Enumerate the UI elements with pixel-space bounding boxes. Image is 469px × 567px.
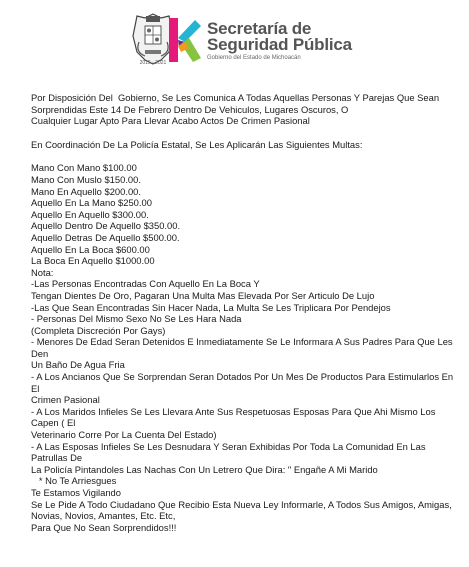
- note-line: Se Le Pide A Todo Ciudadano Que Recibio Esta Nueva Ley Informarle, A Todos Sus Amigos, Amigas,: [31, 498, 452, 510]
- note-line: Te Estamos Vigilando: [31, 487, 121, 498]
- coordination-line: En Coordinación De La Policía Estatal, Se Les Aplicarán Las Siguientes Multas:: [31, 138, 363, 150]
- fine-item: Aquello Dentro De Aquello $350.00.: [31, 220, 181, 232]
- seal-years: 2015 - 2021: [139, 60, 167, 66]
- note-line: Tengan Dientes De Oro, Pagaran Una Multa Mas Elevada Por Ser Articulo De Lujo: [31, 289, 375, 301]
- note-line: - A Las Esposas Infieles Se Les Desnudara Y Seran Exhibidas Por Toda La Comunidad En Las Patrullas De: [31, 440, 429, 464]
- k-logo-icon: [167, 16, 201, 66]
- note-line: Veterinario Corre Por La Cuenta Del Estado): [31, 429, 217, 441]
- fine-item: Aquello En La Mano $250.00: [31, 197, 152, 209]
- agency-title-line2: Seguridad Pública: [207, 35, 352, 54]
- agency-title-line1: Secretaría de: [207, 19, 312, 38]
- fine-item: Mano Con Muslo $150.00.: [31, 173, 141, 185]
- note-label: Nota:: [31, 266, 54, 278]
- fine-item: La Boca En Aquello $1000.00: [31, 255, 155, 267]
- fine-item: Aquello En La Boca $600.00: [31, 243, 150, 255]
- header: [0, 0, 469, 82]
- intro-line: Cualquier Lugar Apto Para Llevar Acabo Actos De Crimen Pasional: [31, 115, 310, 127]
- note-line: - Personas Del Mismo Sexo No Se Les Hara Nada: [31, 313, 242, 325]
- notice-body: [31, 92, 461, 533]
- note-line: * No Te Arriesgues: [31, 475, 117, 487]
- note-line: Novias, Novios, Amantes, Etc. Etc,: [31, 510, 176, 522]
- fine-item: Mano Con Mano $100.00: [31, 162, 137, 174]
- note-line: (Completa Discreción Por Gays): [31, 324, 166, 336]
- fine-item: Aquello En Aquello $300.00.: [31, 208, 149, 220]
- note-line: - A Los Ancianos Que Se Sorprendan Seran Dotados Por Un Mes De Productos Para Estimularlos En El: [31, 371, 456, 394]
- intro-line: Sorprendidas Este 14 De Febrero Dentro De Vehiculos, Lugares Oscuros, O: [31, 103, 349, 115]
- fine-item: Mano En Aquello $200.00.: [31, 185, 141, 197]
- note-line: - A Los Maridos Infieles Se Les Llevara Ante Sus Respetuosas Esposas Para Que Ahi Mismo Los Capen ( El: [31, 405, 438, 429]
- fine-item: Aquello Detras De Aquello $500.00.: [31, 231, 180, 243]
- note-line: -Las Personas Encontradas Con Aquello En La Boca Y: [31, 278, 260, 290]
- agency-subtitle: Gobierno del Estado de Michoacán: [207, 55, 301, 61]
- note-line: Crimen Pasional: [31, 394, 100, 406]
- note-line: Para Que No Sean Sorprendidos!!!: [31, 521, 177, 533]
- intro-line: Por Disposición Del Gobierno, Se Les Comunica A Todas Aquellas Personas Y Parejas Que Sean: [31, 92, 440, 103]
- note-line: -Las Que Sean Encontradas Sin Hacer Nada, La Multa Se Les Triplicara Por Pendejos: [31, 301, 391, 313]
- note-line: La Policía Pintandoles Las Nachas Con Un Letrero Que Dira: " Engañe A Mi Marido: [31, 463, 378, 475]
- note-line: Un Baño De Agua Fria: [31, 359, 125, 371]
- note-line: - Menores De Edad Seran Detenidos E Inmediatamente Se Le Informara A Sus Padres Para Que Les Den: [31, 336, 456, 359]
